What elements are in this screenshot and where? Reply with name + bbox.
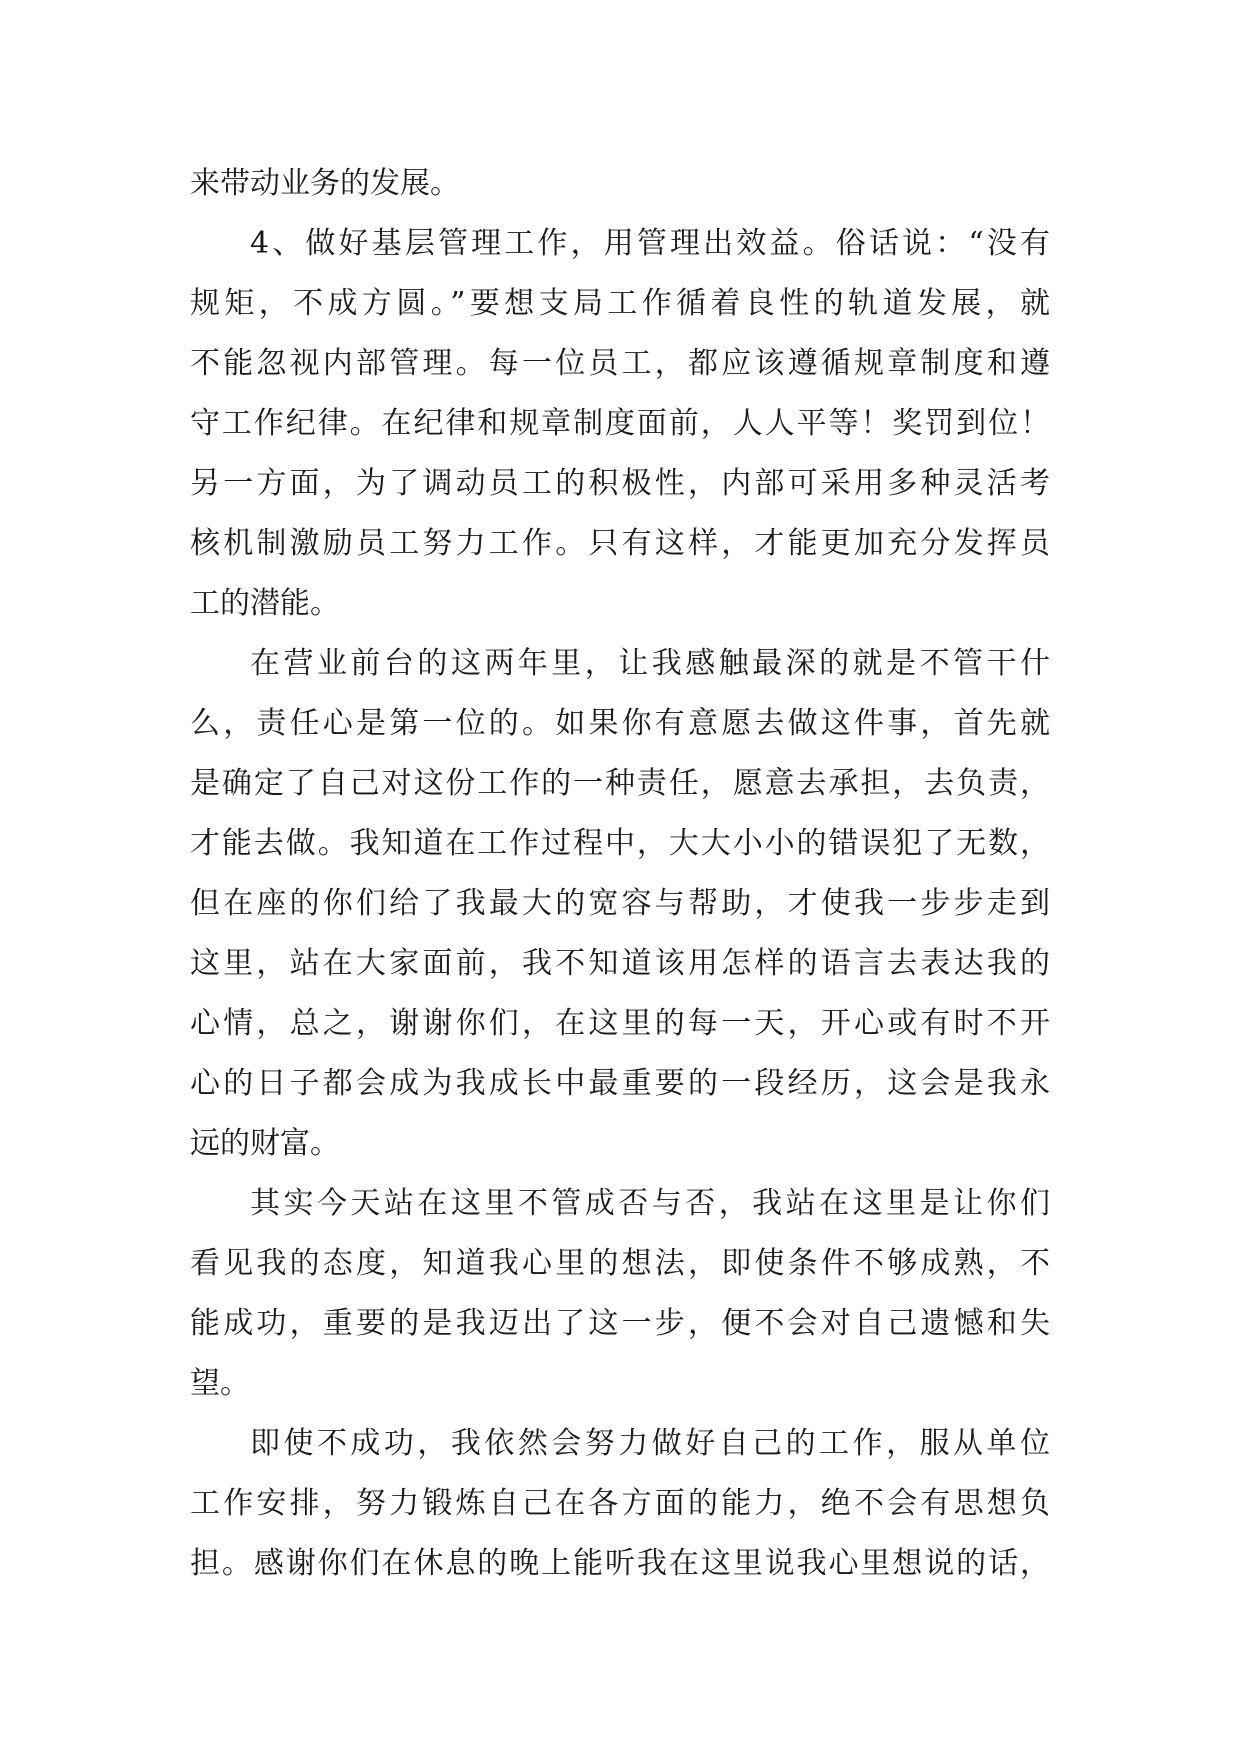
text-line: 核机制激励员工努力工作。只有这样，才能更加充分发挥员	[190, 526, 1050, 561]
text-line: 心的日子都会成为我成长中最重要的一段经历，这会是我永	[190, 1066, 1050, 1101]
text-line: 工作安排，努力锻炼自己在各方面的能力，绝不会有思想负	[190, 1486, 1050, 1521]
text-line: 但在座的你们给了我最大的宽容与帮助，才使我一步步走到	[190, 886, 1050, 921]
text-line: 即使不成功，我依然会努力做好自己的工作，服从单位	[250, 1426, 1050, 1461]
text-line: 来带动业务的发展。	[190, 166, 460, 201]
text-line: 规矩，不成方圆。”要想支局工作循着良性的轨道发展，就	[190, 286, 1050, 321]
text-line: 担。感谢你们在休息的晚上能听我在这里说我心里想说的话，	[190, 1546, 1050, 1581]
text-line: 望。	[190, 1366, 250, 1401]
text-line: 在营业前台的这两年里，让我感触最深的就是不管干什	[250, 646, 1050, 681]
text-line: 心情，总之，谢谢你们，在这里的每一天，开心或有时不开	[190, 1006, 1050, 1041]
text-line: 能成功，重要的是我迈出了这一步，便不会对自己遗憾和失	[190, 1306, 1050, 1341]
text-line: 守工作纪律。在纪律和规章制度面前，人人平等！奖罚到位！	[190, 406, 1050, 441]
text-line: 么，责任心是第一位的。如果你有意愿去做这件事，首先就	[190, 706, 1050, 741]
text-line: 这里，站在大家面前，我不知道该用怎样的语言去表达我的	[190, 946, 1050, 981]
document-body	[190, 154, 1050, 1594]
text-line: 4、做好基层管理工作，用管理出效益。俗话说：“没有	[250, 226, 1050, 261]
text-line: 其实今天站在这里不管成否与否，我站在这里是让你们	[250, 1186, 1050, 1221]
text-line: 远的财富。	[190, 1126, 340, 1161]
text-line: 看见我的态度，知道我心里的想法，即使条件不够成熟，不	[190, 1246, 1050, 1281]
text-line: 不能忽视内部管理。每一位员工，都应该遵循规章制度和遵	[190, 346, 1050, 381]
text-line: 工的潜能。	[190, 586, 340, 621]
text-line: 才能去做。我知道在工作过程中，大大小小的错误犯了无数，	[190, 826, 1050, 861]
text-line: 是确定了自己对这份工作的一种责任，愿意去承担，去负责，	[190, 766, 1050, 801]
text-line: 另一方面，为了调动员工的积极性，内部可采用多种灵活考	[190, 466, 1050, 501]
